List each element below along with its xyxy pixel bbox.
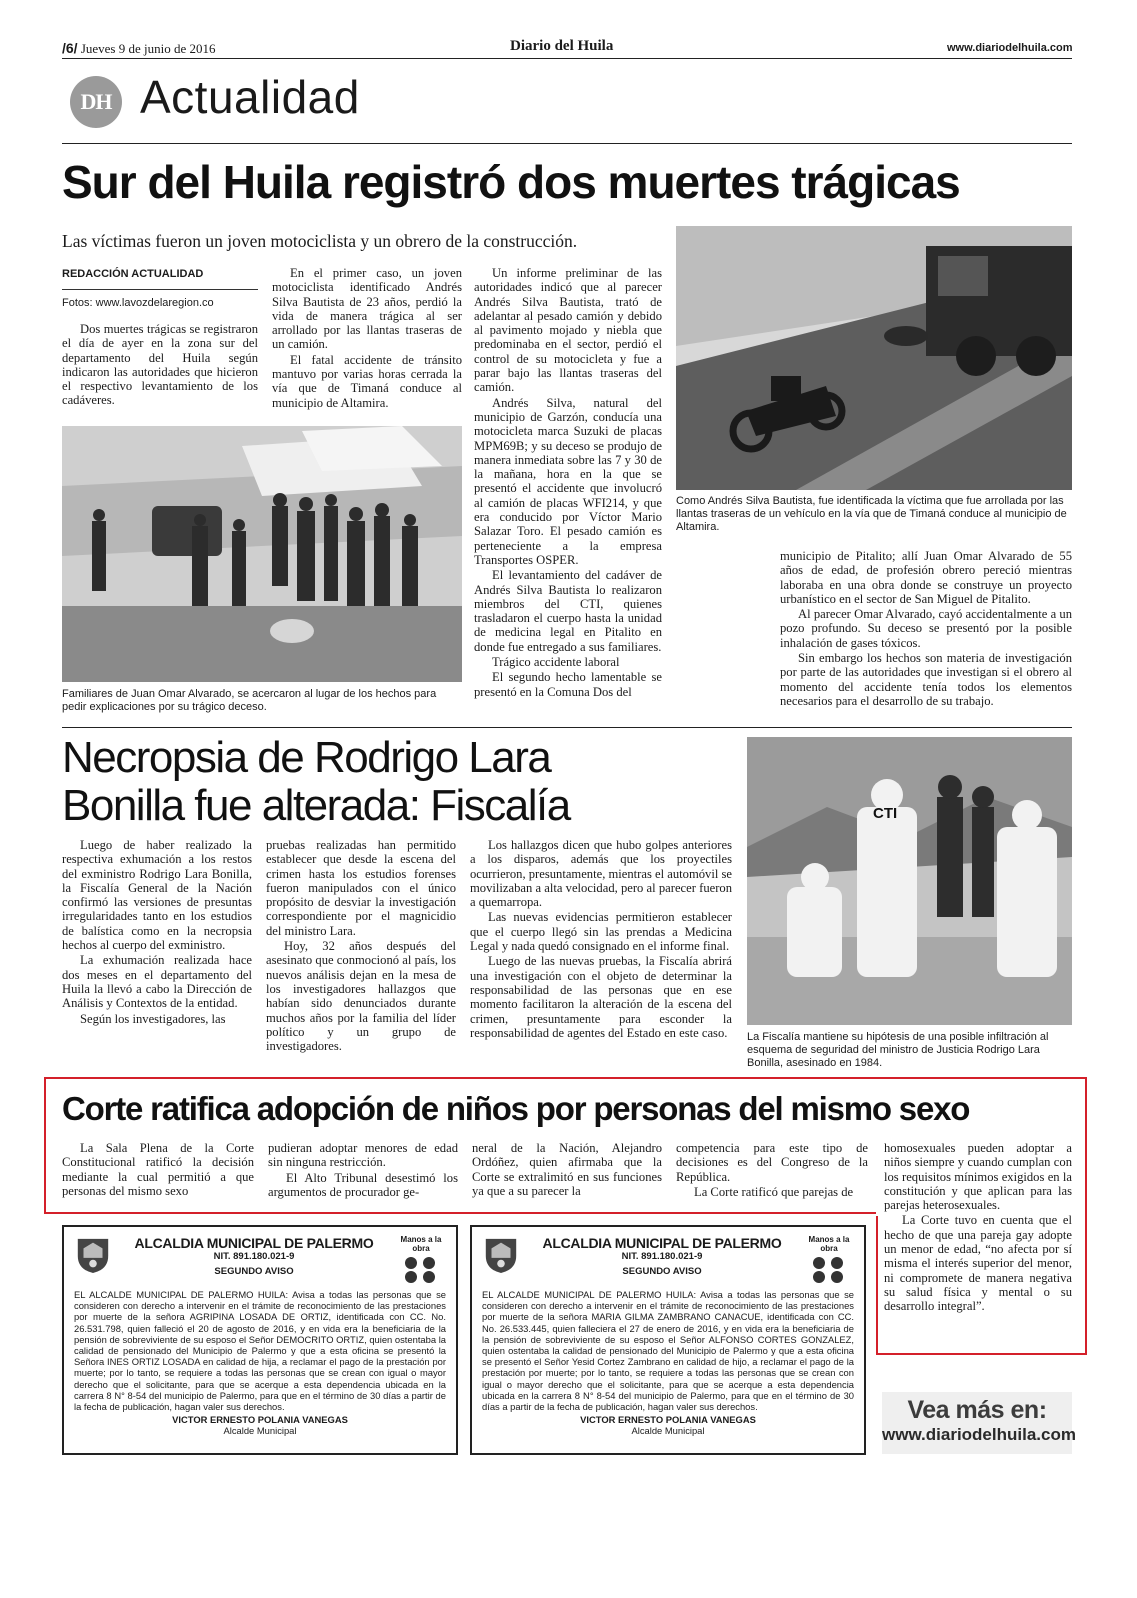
issue-date: Jueves 9 de junio de 2016 xyxy=(80,41,216,56)
paragraph: La Corte tuvo en cuenta que el hecho de que una pareja gay adopte un menor de edad, “no afecta por sí misma el interés superior del menor, ni compromete de manera negativa su salud física y mental o su desarrollo integral”. xyxy=(884,1213,1072,1314)
ad-nit: NIT. 891.180.021-9 xyxy=(621,1251,703,1262)
story1-column-3 xyxy=(474,266,662,700)
story2-column-3 xyxy=(470,838,732,1041)
motorcycle-photo-caption: Como Andrés Silva Bautista, fue identificada la víctima que fue arrollada por las llantas traseras de un vehículo en la vía que de Timaná conduce al municipio de Altamira. xyxy=(676,495,1067,533)
byline-rule xyxy=(62,289,258,290)
paragraph: Sin embargo los hechos son materia de investigación por parte de las autoridades que investigan si el obrero al momento del accidente tenía todos los elementos necesarios para el desarrollo de su trabajo. xyxy=(780,651,1072,708)
paragraph: El fatal accidente de tránsito mantuvo por varias horas cerrada la vía que de Timaná conduce al municipio de Altamira. xyxy=(272,352,462,410)
palermo-crest-icon xyxy=(74,1235,112,1275)
promo-url[interactable]: www.diariodelhuila.com xyxy=(882,1425,1076,1444)
story1-column-2 xyxy=(272,266,462,411)
ad-title-block xyxy=(520,1235,804,1277)
paragraph: competencia para este tipo de decisiones es del Congreso de la República. xyxy=(676,1141,868,1184)
dh-logo: DH xyxy=(70,76,122,128)
paper-name: Diario del Huila xyxy=(510,38,614,54)
paragraph: pruebas realizadas han permitido establecer que desde la escena del crimen hasta los estudios forenses fueron manipulados con el único propósito de desviar la investigación correspondiente por el magnicidio del ministro Lara. xyxy=(266,838,456,938)
story1-column-4 xyxy=(780,549,1072,709)
masthead-rule xyxy=(62,58,1072,59)
ad-notice-type: SEGUNDO AVISO xyxy=(214,1266,294,1277)
story3-column-2 xyxy=(268,1141,458,1200)
paragraph: Luego de las nuevas pruebas, la Fiscalía abrirá una investigación con el objeto de determinar la responsabilidad de las personas que en ese momento facilitaron la alteración de la escena del crimen, presuntamente para esconder la responsabilidad de agentes del Estado en este caso. xyxy=(470,954,732,1040)
headline-line: Bonilla fue alterada: Fiscalía xyxy=(62,781,570,830)
paragraph: La Corte ratificó que parejas de xyxy=(694,1184,854,1199)
ad-body: EL ALCALDE MUNICIPAL DE PALERMO HUILA: Avisa a todas las personas que se consideren con derecho a intervenir en el trámite de reconocimiento de las prestaciones por muerte de la señora MARIA GILMA ZAMBRANO CANACUE, identificada con CC. No. 26.533.445, quien falleciera el 27 de enero de 2016, y en vida era la beneficiaria de la pensión de sobreviviente de su esposo el Señor ALFONSO CORTES GONZALEZ, quien ostentaba la calidad de pensionado del Municipio de Palermo y que a esta oficina se presentó el Señor Yesid Cortez Zambrano en calidad de hijo, a reclamar el pago de la prestación por muerte; por lo tanto, se requiere a todas las personas que se crean con igual o mayor derecho que el solicitante, para que se acerque a esta dependencia ubicada en la carrera 8 N° 8-54 del municipio de Palermo, para que en el término de 30 días a partir de la fecha de publicación, hagan valer sus derechos. xyxy=(482,1289,854,1413)
family-gathering-photo xyxy=(62,426,462,682)
ad-header xyxy=(74,1235,446,1283)
hands-icon xyxy=(401,1255,441,1283)
ad-header xyxy=(482,1235,854,1283)
headline-line: Necropsia de Rodrigo Lara xyxy=(62,733,551,782)
story1-headline: Sur del Huila registró dos muertes trágicas xyxy=(62,156,960,208)
story1-column-1 xyxy=(62,322,258,409)
ad-signer: VICTOR ERNESTO POLANIA VANEGAS xyxy=(172,1414,348,1426)
paragraph: Según los investigadores, las xyxy=(80,1011,226,1026)
paragraph: Al parecer Omar Alvarado, cayó accidentalmente a un pozo profundo. Su deceso se presentó por la posible inhalación de gases tóxicos. xyxy=(780,607,1072,650)
ad-title-block xyxy=(112,1235,396,1277)
ad-title: ALCALDIA MUNICIPAL DE PALERMO xyxy=(542,1235,782,1251)
paragraph: Hoy, 32 años después del asesinato que conmocionó al país, los nuevos análisis dejan en la mesa de los investigadores hallazgos que habían sido denunciados durante muchos años por la familia del líder político y un grupo de investigadores. xyxy=(266,939,456,1054)
ad-signer-role: Alcalde Municipal xyxy=(223,1425,297,1437)
paragraph: Un informe preliminar de las autoridades indicó que al parecer Andrés Silva Bautista, trató de adelantar al pesado camión y debido al pavimento mojado y niebla que predominaba en el sector, perdió el control de su motocicleta y fue a parar bajo las llantas traseras del camión. xyxy=(474,266,662,395)
hands-icon xyxy=(809,1255,849,1283)
cti-investigators-photo xyxy=(747,737,1072,1025)
legal-notice-ad-1 xyxy=(62,1225,458,1455)
subheading: Trágico accidente laboral xyxy=(492,655,620,670)
manos-label: Manos a la obra xyxy=(400,1235,442,1253)
motorcycle-accident-photo xyxy=(676,226,1072,490)
story1-photo-credit: Fotos: www.lavozdelaregion.co xyxy=(62,297,214,309)
family-photo-caption: Familiares de Juan Omar Alvarado, se acercaron al lugar de los hechos para pedir explicaciones por su trágico deceso. xyxy=(62,688,437,713)
page-number-date xyxy=(62,40,216,57)
paragraph: La Sala Plena de la Corte Constitucional ratificó la decisión mediante la cual permitió a que personas del mismo sexo xyxy=(62,1141,254,1198)
paragraph: La exhumación realizada hace dos meses en el departamento del Huila la llevó a cabo la Dirección de Análisis y Contextos de la entidad. xyxy=(62,953,252,1011)
paragraph: El levantamiento del cadáver de Andrés Silva Bautista lo realizaron miembros del CTI, quienes trasladaron el cuerpo hasta la unidad de medicina legal en Pitalito en donde fue entregado a sus familiares. xyxy=(474,568,662,654)
cti-label: CTI xyxy=(873,805,898,822)
manos-label: Manos a la obra xyxy=(808,1235,850,1253)
ad-nit: NIT. 891.180.021-9 xyxy=(213,1251,295,1262)
website-promo[interactable] xyxy=(882,1392,1076,1454)
paragraph: pudieran adoptar menores de edad sin ninguna restricción. xyxy=(268,1141,458,1170)
paragraph: neral de la Nación, Alejandro Ordóñez, quien afirmaba que la Corte se extralimitó en sus funciones ya que a su parecer la xyxy=(472,1141,662,1198)
story1-subhead: Las víctimas fueron un joven motociclista y un obrero de la construcción. xyxy=(62,231,578,251)
cti-photo-caption: La Fiscalía mantiene su hipótesis de una posible infiltración al esquema de seguridad del ministro de Justicia Rodrigo Lara Bonilla, asesinado en 1984. xyxy=(747,1031,1049,1069)
story2-column-2 xyxy=(266,838,456,1054)
manos-logo xyxy=(804,1235,854,1283)
ad-signature xyxy=(74,1414,446,1436)
paragraph: El segundo hecho lamentable se presentó en la Comuna Dos del xyxy=(474,670,662,699)
paragraph: municipio de Pitalito; allí Juan Omar Alvarado de 55 años de edad, de profesión obrero pereció mientras laboraba en una obra donde se construye un proyecto urbanístico en el sector de San Miguel de Pitalito. xyxy=(780,549,1072,606)
manos-logo xyxy=(396,1235,446,1283)
paragraph: Luego de haber realizado la respectiva exhumación a los restos del exministro Rodrigo Lara Bonilla, la Fiscalía General de la Nación confirmó las versiones de presuntas irregularidades tanto en los estudios de balística como en la necropsia hechos al cuerpo del exministro. xyxy=(62,838,252,953)
story1-byline: REDACCIÓN ACTUALIDAD xyxy=(62,268,204,280)
story3-column-1 xyxy=(62,1141,254,1199)
paragraph: En el primer caso, un joven motociclista identificado Andrés Silva Bautista de 23 años, perdió la vida de manera trágica al ser arrollado por las llantas traseras de un camión. xyxy=(272,266,462,352)
story3-column-5 xyxy=(884,1141,1072,1315)
ad-notice-type: SEGUNDO AVISO xyxy=(622,1266,702,1277)
ad-title: ALCALDIA MUNICIPAL DE PALERMO xyxy=(134,1235,374,1251)
ad-signer: VICTOR ERNESTO POLANIA VANEGAS xyxy=(580,1414,756,1426)
paragraph: Las nuevas evidencias permitieron establecer que el cuerpo llegó sin las prendas a Medicina Legal y nada quedó consignado en el informe final. xyxy=(470,910,732,954)
section-rule xyxy=(62,143,1072,144)
ad-body: EL ALCALDE MUNICIPAL DE PALERMO HUILA: Avisa a todas las personas que se consideren con derecho a intervenir en el trámite de reconocimiento de las prestaciones por muerte de la señora AGRIPINA LOSADA DE ORTIZ, identificada con CC. No. 26.531.798, quien falleció el 20 de agosto de 2016, y en vida era la beneficiaria de la pensión de sobreviviente de su esposo el Señor DEMOCRITO ORTIZ, quien ostentaba la calidad de pensionado del Municipio de Palermo y que a esta oficina se presentó la Señora INES ORTIZ LOSADA en calidad de hija, a reclamar el pago de la prestación por muerte; por lo tanto, se requiere a todas las personas que se crean con igual o mayor derecho que el solicitante, para que se acerque a esta dependencia ubicada en la carrera 8 N° 8-54 del municipio de Palermo, para que en el término de 30 días a partir de la fecha de publicación, hagan valer sus derechos. xyxy=(74,1289,446,1413)
story2-headline xyxy=(62,734,570,830)
story2-column-1 xyxy=(62,838,252,1027)
story3-column-3 xyxy=(472,1141,662,1199)
paragraph: Dos muertes trágicas se registraron el día de ayer en la zona sur del departamento del Huila según indicaron las autoridades que hicieron el respectivo levantamiento de los cadáveres. xyxy=(62,322,258,408)
promo-title: Vea más en: xyxy=(907,1396,1047,1424)
ad-signature xyxy=(482,1414,854,1436)
story3-headline: Corte ratifica adopción de niños por personas del mismo sexo xyxy=(62,1090,970,1127)
palermo-crest-icon xyxy=(482,1235,520,1275)
ad-signer-role: Alcalde Municipal xyxy=(631,1425,705,1437)
paragraph: Andrés Silva, natural del municipio de Garzón, conducía una motocicleta marca Suzuki de placas MPM69B; y su deceso se produjo de manera inmediata sobre las 7 y 30 de la mañana, hora en la que se presentó el accidente que involucró al camión de placas WFI214, y que era conducido por Víctor Mario Salazar Toro. El pesado camión es perteneciente a la empresa Transportes OSPER. xyxy=(474,395,662,567)
paragraph: homosexuales pueden adoptar a niños siempre y cuando cumplan con los requisitos mínimos exigidos en la constitución y que aplican para las parejas heterosexuales. xyxy=(884,1141,1072,1213)
paragraph: El Alto Tribunal desestimó los argumentos de procurador ge- xyxy=(268,1170,458,1199)
story-divider xyxy=(62,727,1072,728)
paragraph: Los hallazgos dicen que hubo golpes anteriores a los disparos, además que los proyectiles ocurrieron, presuntamente, mientras el automóvil se movilizaban a alta velocidad, pero al parecer fueron a quemarropa. xyxy=(470,838,732,910)
legal-notice-ad-2 xyxy=(470,1225,866,1455)
story3-column-4 xyxy=(676,1141,868,1200)
site-url[interactable]: www.diariodelhuila.com xyxy=(947,42,1073,54)
page-number: /6/ xyxy=(62,40,78,56)
section-title: Actualidad xyxy=(140,71,360,123)
